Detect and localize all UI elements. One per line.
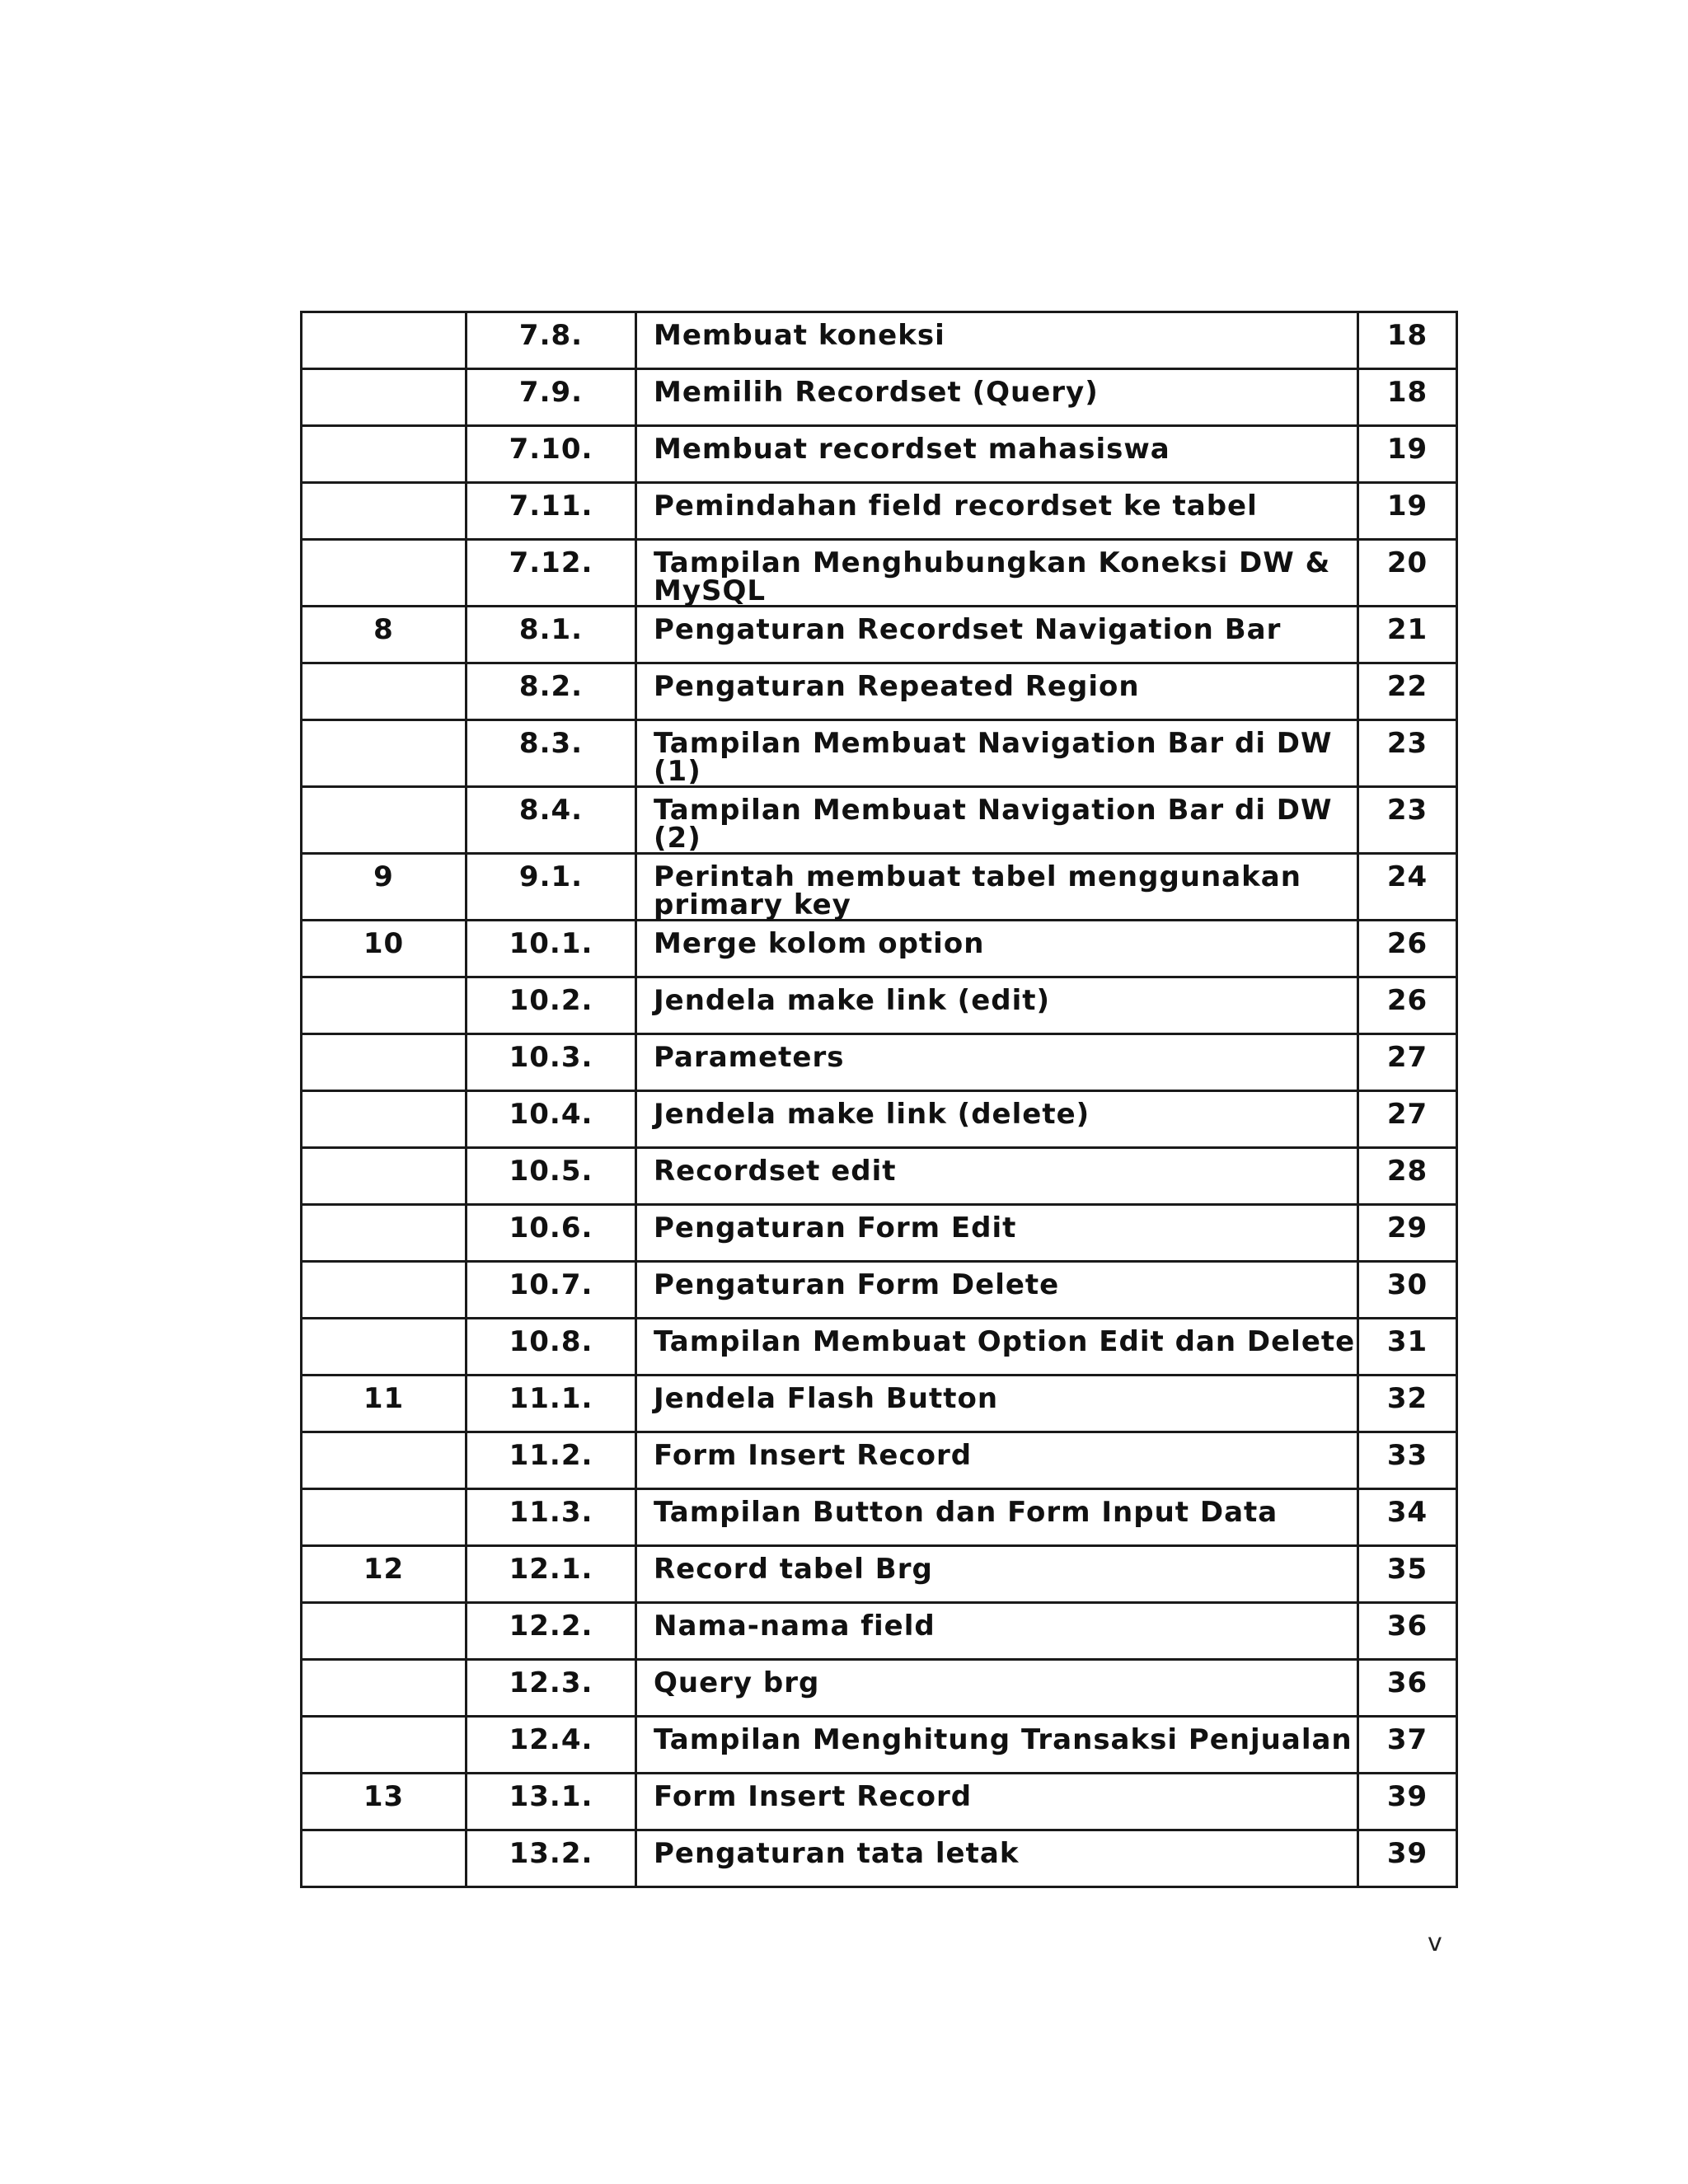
page-number-cell [1358, 1603, 1457, 1660]
page-number-cell-text: 31 [1386, 1325, 1428, 1358]
chapter-cell [302, 921, 467, 977]
figure-title-cell-text: Perintah membuat tabel menggunakan primary key [654, 860, 1301, 921]
figure-title-cell [636, 1546, 1358, 1603]
toc-body [302, 312, 1457, 1887]
figure-title-cell-text: Pengaturan Form Edit [654, 1212, 1017, 1244]
chapter-cell [302, 607, 467, 663]
figure-title-cell-text: Membuat recordset mahasiswa [654, 433, 1170, 466]
figure-title-cell-text: Tampilan Membuat Option Edit dan Delete [654, 1325, 1356, 1358]
figure-number-cell-text: 10.8. [509, 1325, 593, 1358]
page-number-cell-text: 27 [1386, 1041, 1428, 1074]
page-number-cell [1358, 1489, 1457, 1546]
figure-title-cell [636, 720, 1358, 787]
figure-number-cell [467, 1262, 636, 1319]
figure-number-cell [467, 483, 636, 540]
chapter-cell [302, 663, 467, 720]
figure-title-cell [636, 369, 1358, 426]
figure-number-cell-text: 13.2. [509, 1837, 593, 1870]
page-number-cell [1358, 663, 1457, 720]
figure-title-cell [636, 1830, 1358, 1887]
figure-title-cell-text: Pemindahan field recordset ke tabel [654, 490, 1258, 523]
figure-number-cell [467, 1432, 636, 1489]
figure-title-cell-text: Nama-nama field [654, 1610, 935, 1643]
figure-number-cell-text: 7.10. [509, 433, 593, 466]
figure-number-cell [467, 977, 636, 1034]
table-row [302, 720, 1457, 787]
figure-title-cell [636, 607, 1358, 663]
figure-number-cell-text: 8.2. [518, 670, 584, 703]
table-row [302, 1319, 1457, 1376]
table-row [302, 1034, 1457, 1091]
figure-number-cell [467, 1091, 636, 1148]
page-number-cell [1358, 1205, 1457, 1262]
chapter-cell [302, 1205, 467, 1262]
chapter-cell-text [302, 370, 465, 378]
figure-number-cell-text: 11.2. [509, 1439, 593, 1472]
chapter-cell-text [302, 484, 465, 492]
figure-title-cell [636, 1774, 1358, 1830]
page-number-cell [1358, 921, 1457, 977]
figure-title-cell [636, 1205, 1358, 1262]
page-number-cell-text: 18 [1386, 319, 1428, 352]
figure-title-cell [636, 1319, 1358, 1376]
chapter-cell-text [302, 1661, 465, 1669]
chapter-cell-text [302, 541, 465, 549]
figure-title-cell [636, 1489, 1358, 1546]
page-number-cell [1358, 1148, 1457, 1205]
page-number-cell-text: 39 [1386, 1837, 1428, 1870]
figure-number-cell [467, 426, 636, 483]
figure-number-cell-text: 7.12. [509, 546, 593, 579]
figure-number-cell [467, 720, 636, 787]
figure-number-cell [467, 1205, 636, 1262]
figure-title-cell [636, 1603, 1358, 1660]
page-number-cell [1358, 312, 1457, 369]
figure-number-cell [467, 921, 636, 977]
chapter-cell-text: 8 [373, 613, 394, 646]
figure-number-cell-text: 8.4. [518, 794, 584, 827]
figure-number-cell [467, 663, 636, 720]
figure-title-cell [636, 663, 1358, 720]
list-of-figures-table [300, 311, 1458, 1888]
page-number-cell-text: 23 [1386, 794, 1428, 827]
chapter-cell-text [302, 721, 465, 729]
page-number: v [1428, 1929, 1442, 1957]
figure-number-cell-text: 12.3. [509, 1666, 593, 1699]
table-row [302, 1603, 1457, 1660]
page-number-cell-text: 28 [1386, 1155, 1428, 1188]
figure-number-cell-text: 9.1. [518, 860, 584, 893]
page-number-cell-text: 29 [1386, 1212, 1428, 1244]
chapter-cell [302, 720, 467, 787]
chapter-cell [302, 1091, 467, 1148]
chapter-cell-text [302, 1092, 465, 1100]
figure-title-cell-text: Tampilan Membuat Navigation Bar di DW (1) [654, 727, 1333, 788]
page-number-cell [1358, 1432, 1457, 1489]
figure-number-cell-text: 7.8. [518, 319, 584, 352]
chapter-cell [302, 1489, 467, 1546]
page-number-cell [1358, 854, 1457, 921]
table-row [302, 540, 1457, 607]
table-row [302, 921, 1457, 977]
figure-title-cell [636, 1262, 1358, 1319]
figure-title-cell [636, 1660, 1358, 1717]
chapter-cell-text: 9 [373, 860, 394, 893]
figure-title-cell [636, 1148, 1358, 1205]
chapter-cell [302, 1262, 467, 1319]
chapter-cell [302, 312, 467, 369]
page-number-cell-text: 19 [1386, 490, 1428, 523]
chapter-cell [302, 1319, 467, 1376]
figure-number-cell-text: 13.1. [509, 1780, 593, 1813]
figure-title-cell-text: Tampilan Menghitung Transaksi Penjualan [654, 1723, 1353, 1756]
figure-title-cell [636, 921, 1358, 977]
page-number-cell [1358, 369, 1457, 426]
page-number-cell [1358, 1319, 1457, 1376]
chapter-cell-text [302, 788, 465, 796]
page-number-cell-text: 24 [1386, 860, 1428, 893]
figure-title-cell-text: Tampilan Membuat Navigation Bar di DW (2) [654, 794, 1333, 855]
page-number-cell-text: 32 [1386, 1382, 1428, 1415]
figure-title-cell-text: Pengaturan Recordset Navigation Bar [654, 613, 1282, 646]
figure-title-cell-text: Pengaturan Form Delete [654, 1268, 1060, 1301]
chapter-cell [302, 1034, 467, 1091]
table-row [302, 1660, 1457, 1717]
table-row [302, 977, 1457, 1034]
page-number-cell [1358, 1034, 1457, 1091]
figure-number-cell-text: 10.1. [509, 927, 593, 960]
chapter-cell-text: 10 [363, 927, 405, 960]
table-row [302, 1830, 1457, 1887]
figure-number-cell [467, 1717, 636, 1774]
table-row [302, 1489, 1457, 1546]
chapter-cell-text [302, 1604, 465, 1612]
table-row [302, 1376, 1457, 1432]
chapter-cell-text [302, 1149, 465, 1157]
figure-number-cell [467, 1774, 636, 1830]
figure-title-cell [636, 1432, 1358, 1489]
figure-title-cell [636, 312, 1358, 369]
figure-number-cell-text: 12.2. [509, 1610, 593, 1643]
figure-number-cell-text: 11.3. [509, 1496, 593, 1529]
chapter-cell-text [302, 1206, 465, 1214]
figure-title-cell-text: Jendela make link (delete) [654, 1098, 1090, 1131]
table-row [302, 607, 1457, 663]
chapter-cell-text [302, 1035, 465, 1043]
figure-title-cell-text: Jendela make link (edit) [654, 984, 1051, 1017]
figure-title-cell-text: Memilih Recordset (Query) [654, 376, 1099, 409]
figure-title-cell-text: Parameters [654, 1041, 845, 1074]
figure-number-cell-text: 8.1. [518, 613, 584, 646]
page-number-cell [1358, 1262, 1457, 1319]
figure-title-cell-text: Form Insert Record [654, 1780, 973, 1813]
figure-number-cell [467, 1376, 636, 1432]
table-row [302, 1148, 1457, 1205]
chapter-cell [302, 540, 467, 607]
figure-number-cell-text: 8.3. [518, 727, 584, 760]
page-number-cell-text: 26 [1386, 984, 1428, 1017]
page-number-cell [1358, 1774, 1457, 1830]
page-number-cell-text: 27 [1386, 1098, 1428, 1131]
chapter-cell-text: 12 [363, 1553, 405, 1586]
figure-number-cell-text: 10.6. [509, 1212, 593, 1244]
table-row [302, 1262, 1457, 1319]
figure-title-cell-text: Tampilan Menghubungkan Koneksi DW & MySQL [654, 546, 1331, 607]
figure-number-cell [467, 787, 636, 854]
figure-number-cell [467, 1660, 636, 1717]
figure-number-cell [467, 1319, 636, 1376]
chapter-cell [302, 1376, 467, 1432]
table-row [302, 1774, 1457, 1830]
figure-title-cell [636, 1034, 1358, 1091]
chapter-cell-text [302, 1433, 465, 1441]
figure-title-cell-text: Form Insert Record [654, 1439, 973, 1472]
figure-number-cell [467, 1603, 636, 1660]
figure-number-cell-text: 7.9. [518, 376, 584, 409]
chapter-cell-text [302, 1319, 465, 1328]
figure-number-cell-text: 10.5. [509, 1155, 593, 1188]
page-number-cell-text: 19 [1386, 433, 1428, 466]
chapter-cell-text [302, 1263, 465, 1271]
figure-title-cell [636, 787, 1358, 854]
table-row [302, 312, 1457, 369]
figure-number-cell [467, 312, 636, 369]
figure-number-cell [467, 1830, 636, 1887]
table-row [302, 426, 1457, 483]
page-number-cell [1358, 977, 1457, 1034]
page-number-cell [1358, 1546, 1457, 1603]
chapter-cell-text: 13 [363, 1780, 405, 1813]
chapter-cell [302, 1660, 467, 1717]
figure-number-cell-text: 12.4. [509, 1723, 593, 1756]
figure-title-cell-text: Recordset edit [654, 1155, 897, 1188]
page-number-cell [1358, 483, 1457, 540]
table-row [302, 483, 1457, 540]
figure-number-cell-text: 10.2. [509, 984, 593, 1017]
figure-number-cell [467, 1546, 636, 1603]
figure-title-cell-text: Merge kolom option [654, 927, 985, 960]
table-row [302, 787, 1457, 854]
figure-number-cell-text: 10.7. [509, 1268, 593, 1301]
figure-number-cell [467, 1148, 636, 1205]
figure-number-cell [467, 607, 636, 663]
chapter-cell [302, 426, 467, 483]
page-number-cell-text: 21 [1386, 613, 1428, 646]
figure-title-cell [636, 483, 1358, 540]
figure-title-cell-text: Jendela Flash Button [654, 1382, 999, 1415]
chapter-cell [302, 369, 467, 426]
chapter-cell-text [302, 1831, 465, 1840]
chapter-cell-text [302, 1490, 465, 1498]
page-number-cell [1358, 540, 1457, 607]
figure-title-cell [636, 540, 1358, 607]
figure-title-cell [636, 1376, 1358, 1432]
page-number-cell-text: 33 [1386, 1439, 1428, 1472]
chapter-cell [302, 1774, 467, 1830]
chapter-cell [302, 483, 467, 540]
figure-title-cell [636, 1717, 1358, 1774]
figure-title-cell-text: Pengaturan tata letak [654, 1837, 1020, 1870]
page-number-cell [1358, 1830, 1457, 1887]
chapter-cell [302, 1148, 467, 1205]
chapter-cell-text [302, 664, 465, 673]
chapter-cell-text [302, 978, 465, 987]
figure-title-cell-text: Membuat koneksi [654, 319, 945, 352]
table-row [302, 854, 1457, 921]
page-number-cell [1358, 607, 1457, 663]
page-number-cell-text: 22 [1386, 670, 1428, 703]
table-row [302, 1546, 1457, 1603]
figure-number-cell-text: 11.1. [509, 1382, 593, 1415]
figure-number-cell [467, 854, 636, 921]
figure-title-cell-text: Tampilan Button dan Form Input Data [654, 1496, 1278, 1529]
page-number-cell-text: 37 [1386, 1723, 1428, 1756]
table-row [302, 663, 1457, 720]
chapter-cell [302, 977, 467, 1034]
figure-title-cell [636, 426, 1358, 483]
page-number-cell-text: 18 [1386, 376, 1428, 409]
table-row [302, 1205, 1457, 1262]
chapter-cell [302, 854, 467, 921]
page-number-cell-text: 35 [1386, 1553, 1428, 1586]
figure-number-cell-text: 10.4. [509, 1098, 593, 1131]
chapter-cell-text [302, 1718, 465, 1726]
table-row [302, 1432, 1457, 1489]
page-number-cell-text: 39 [1386, 1780, 1428, 1813]
page-number-cell-text: 36 [1386, 1666, 1428, 1699]
figure-title-cell [636, 1091, 1358, 1148]
figure-number-cell-text: 7.11. [509, 490, 593, 523]
chapter-cell [302, 1717, 467, 1774]
page-number-cell-text: 36 [1386, 1610, 1428, 1643]
chapter-cell [302, 1830, 467, 1887]
figure-number-cell [467, 369, 636, 426]
page-number-cell [1358, 1717, 1457, 1774]
figure-title-cell-text: Record tabel Brg [654, 1553, 933, 1586]
figure-number-cell-text: 12.1. [509, 1553, 593, 1586]
chapter-cell-text: 11 [363, 1382, 405, 1415]
chapter-cell [302, 1432, 467, 1489]
page-number-cell [1358, 1376, 1457, 1432]
figure-number-cell [467, 540, 636, 607]
page-number-cell-text: 34 [1386, 1496, 1428, 1529]
figure-title-cell [636, 977, 1358, 1034]
figure-number-cell-text: 10.3. [509, 1041, 593, 1074]
page-number-cell [1358, 1660, 1457, 1717]
page-number-cell-text: 26 [1386, 927, 1428, 960]
page-number-cell [1358, 720, 1457, 787]
table-row [302, 1717, 1457, 1774]
chapter-cell-text [302, 313, 465, 321]
table-row [302, 369, 1457, 426]
figure-number-cell [467, 1034, 636, 1091]
figure-title-cell [636, 854, 1358, 921]
page-number-cell-text: 23 [1386, 727, 1428, 760]
chapter-cell [302, 787, 467, 854]
chapter-cell [302, 1603, 467, 1660]
chapter-cell [302, 1546, 467, 1603]
page-number-cell [1358, 1091, 1457, 1148]
figure-title-cell-text: Pengaturan Repeated Region [654, 670, 1140, 703]
figure-title-cell-text: Query brg [654, 1666, 820, 1699]
page-number-cell-text: 30 [1386, 1268, 1428, 1301]
page-number-cell [1358, 787, 1457, 854]
page-number-cell [1358, 426, 1457, 483]
page-number-cell-text: 20 [1386, 546, 1428, 579]
table-row [302, 1091, 1457, 1148]
figure-number-cell [467, 1489, 636, 1546]
chapter-cell-text [302, 427, 465, 435]
